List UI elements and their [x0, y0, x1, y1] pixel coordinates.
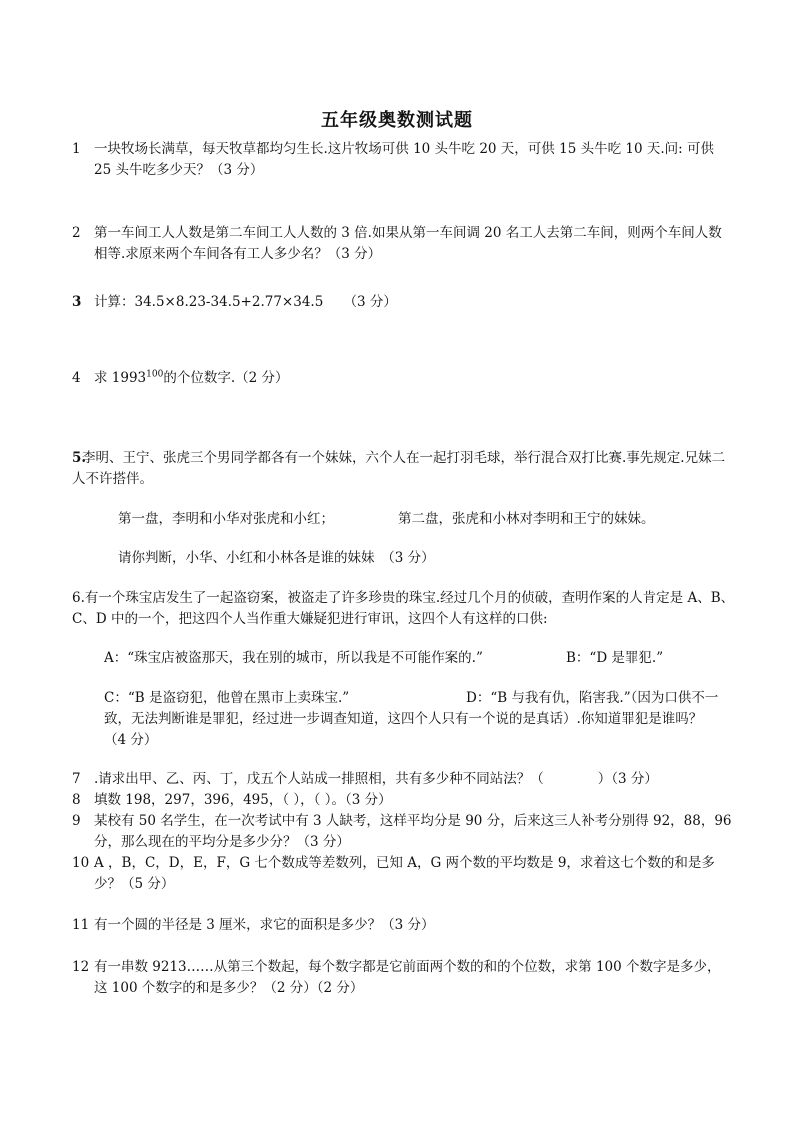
question-text: 李明、王宁、张虎三个男同学都各有一个妹妹，六个人在一起打羽毛球，举行混合双打比赛.事先规定.兄妹二人不许搭伴。	[72, 450, 726, 487]
statement-d: D：“B 与我有仇，陷害我.”（因为口供不一致，无法判断谁是罪犯，经过进一步调查知道，这四个人只有一个说的是真话）.你知道罪犯是谁吗？（4 分）	[104, 690, 719, 748]
question-7	[72, 769, 732, 790]
page-title: 五年级奥数测试题	[321, 110, 473, 131]
question-10	[72, 853, 732, 895]
question-number: 5.	[72, 450, 87, 466]
question-number: 10	[72, 855, 90, 871]
question-number: 8	[72, 792, 81, 808]
statement-a: A：“珠宝店被盗那天，我在别的城市，所以我是不可能作案的.”	[104, 650, 483, 666]
question-text: 一块牧场长满草，每天牧草都均匀生长.这片牧场可供 10 头牛吃 20 天，可供 15 头牛吃 10 天.问: 可供 25 头牛吃多少天？（3 分）	[94, 141, 714, 178]
question-5	[72, 448, 736, 490]
question-5-prompt: 请你判断，小华、小红和小林各是谁的妹妹 （3 分）	[118, 550, 435, 566]
question-text: 计算：34.5×8.23-34.5+2.77×34.5 （3 分）	[94, 294, 397, 310]
question-text: 有一个圆的半径是 3 厘米，求它的面积是多少？（3 分）	[94, 917, 435, 933]
question-number: 11	[72, 917, 90, 933]
question-5-game-2: 第二盘，张虎和小林对李明和王宁的妹妹。	[398, 511, 655, 527]
question-11	[72, 915, 732, 936]
exponent: 100	[146, 369, 164, 380]
question-text: 有一串数 9213……从第三个数起，每个数字都是它前面两个数的和的个位数，求第 100 个数字是多少，这 100 个数字的和是多少？（2 分）（2 分）	[94, 959, 721, 996]
question-8	[72, 790, 732, 811]
question-2	[72, 223, 732, 265]
question-number: 3	[72, 294, 82, 310]
question-12	[72, 957, 732, 999]
question-text: A ，B，C，D，E，F，G 七个数成等差数列，已知 A，G 两个数的平均数是 9，求着这七个数的和是多少？（5 分）	[94, 855, 715, 892]
question-1	[72, 139, 732, 181]
question-number: 4	[72, 370, 81, 386]
question-text: 求 1993$^{100}$的个位数字.（2 分）	[94, 369, 289, 386]
question-number: 9	[72, 813, 81, 829]
statement-d-block	[104, 688, 724, 751]
question-4	[72, 368, 732, 389]
question-number: 1	[72, 141, 81, 157]
question-text: 6.有一个珠宝店发生了一起盗窃案，被盗走了许多珍贵的珠宝.经过几个月的侦破，查明作案的人肯定是 A、B、C、D 中的一个，把这四个人当作重大嫌疑犯进行审讯，这四个人有这样的口供:	[72, 590, 735, 627]
statement-b: B：“D 是罪犯.”	[566, 650, 664, 666]
question-5-game-1: 第一盘，李明和小华对张虎和小红；	[118, 511, 334, 527]
question-3	[72, 292, 732, 313]
question-number: 7	[72, 771, 81, 787]
question-9	[72, 811, 732, 853]
question-text: 某校有 50 名学生，在一次考试中有 3 人缺考，这样平均分是 90 分，后来这三人补考分别得 92，88，96 分，那么现在的平均分是多少分？（3 分）	[94, 813, 732, 850]
question-number: 12	[72, 959, 90, 975]
question-text: .请求出甲、乙、丙、丁，戊五个人站成一排照相，共有多少种不同站法？（ ）（3 分）	[94, 771, 658, 787]
question-text: 第一车间工人人数是第二车间工人人数的 3 倍.如果从第一车间调 20 名工人去第二车间，则两个车间人数相等.求原来两个车间各有工人多少名？（3 分）	[94, 225, 722, 262]
statement-c: C：“B 是盗窃犯，他曾在黑市上卖珠宝.”	[104, 690, 350, 706]
question-number: 2	[72, 225, 81, 241]
question-6	[72, 588, 736, 630]
question-text: 填数 198，297，396，495，（ ），（ ）。（3 分）	[94, 792, 392, 808]
